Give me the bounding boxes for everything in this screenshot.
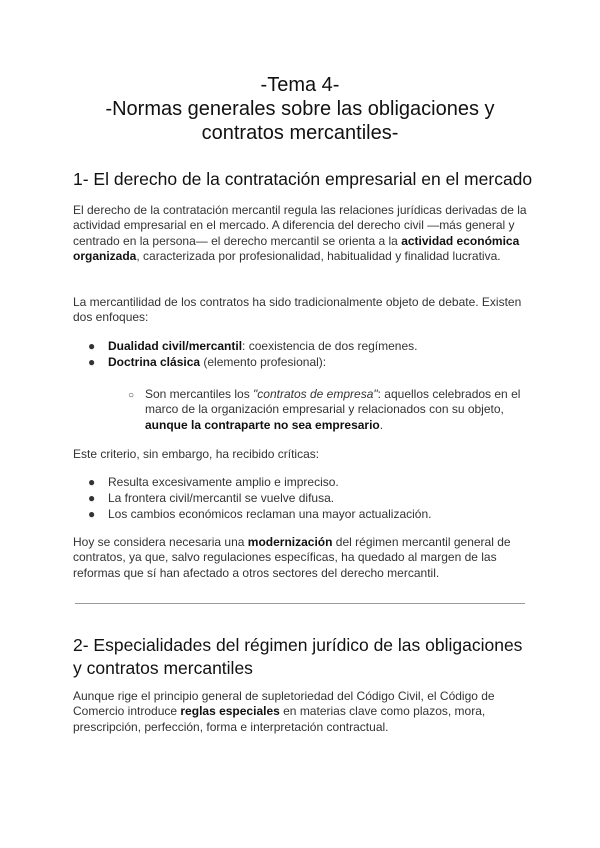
italic-text-run: "contratos de empresa" (253, 387, 378, 401)
text-run: Hoy se considera necesaria una (73, 535, 248, 549)
section-2-paragraph-1 (73, 689, 533, 735)
sub-list-item-contratos-empresa (128, 387, 535, 433)
text-run: Los cambios económicos reclaman una mayor actualización. (108, 507, 432, 521)
text-run: . (379, 417, 384, 432)
text-run: en materias clave como plazos, mora, prescripción, perfección, forma e interpretación contractual. (73, 704, 486, 734)
text-run: , caracterizada por profesionalidad, habitualidad y finalidad lucrativa. (136, 248, 501, 263)
bold-text-run: modernización (247, 535, 333, 549)
section-2-heading (73, 634, 543, 680)
section-1-paragraph-4 (73, 535, 533, 581)
heading-line: 2- Especialidades del régimen jurídico de las obligaciones (73, 635, 523, 655)
bold-text-run: actividad económica organizada (73, 233, 520, 263)
title-line-3: contratos mercantiles- (201, 122, 399, 144)
bullet-icon: ● (88, 491, 96, 505)
bold-text-run: Doctrina clásica (108, 355, 201, 369)
list-item-critica-2 (88, 491, 528, 506)
document-title (60, 73, 540, 145)
text-run: : aquellos celebrados en el marco de la organización empresarial y relacionados con su objeto, (145, 387, 521, 417)
text-run: Aunque rige el principio general de supletoriedad del Código Civil, el Código de Comercio introduce (73, 689, 495, 719)
heading-line: y contratos mercantiles (73, 658, 253, 678)
hollow-bullet-icon: ○ (128, 390, 135, 401)
text-run: Son mercantiles los (145, 387, 254, 401)
bullet-icon: ● (88, 339, 96, 353)
text-run: Resulta excesivamente amplio e impreciso. (108, 475, 339, 489)
text-run: (elemento profesional): (200, 355, 327, 369)
bullet-icon: ● (88, 475, 96, 489)
list-item-doctrina (88, 355, 528, 370)
section-divider (75, 603, 525, 604)
section-1-heading: 1- El derecho de la contratación empresarial en el mercado (73, 169, 533, 189)
bullet-icon: ● (88, 355, 96, 369)
title-line-2: -Normas generales sobre las obligaciones y (105, 98, 495, 120)
bold-text-run: Dualidad civil/mercantil (108, 339, 243, 353)
text-run: del régimen mercantil general de contratos, ya que, salvo regulaciones específicas, ha quedado al margen de las reformas que sí han afectado a otros sectores del derecho mercantil. (73, 535, 511, 580)
section-1-paragraph-1 (73, 203, 533, 264)
title-line-1: -Tema 4- (260, 74, 340, 96)
section-1-paragraph-2: La mercantilidad de los contratos ha sido tradicionalmente objeto de debate. Existen dos enfoques: (73, 295, 522, 325)
bold-text-run: aunque la contraparte no sea empresario (145, 417, 380, 432)
text-run: El derecho de la contratación mercantil regula las relaciones jurídicas derivadas de la actividad empresarial en el mercado. A diferencia del derecho civil —más general y centrado en la persona— el derecho mercantil se orienta a la (73, 203, 527, 248)
section-1-paragraph-3: Este criterio, sin embargo, ha recibido críticas: (73, 447, 320, 461)
list-item-critica-1 (88, 475, 528, 490)
list-item-dualidad (88, 339, 528, 354)
bold-text-run: reglas especiales (180, 704, 280, 719)
bullet-icon: ● (88, 507, 96, 521)
text-run: La frontera civil/mercantil se vuelve difusa. (108, 491, 335, 505)
text-run: : coexistencia de dos regímenes. (242, 339, 418, 353)
list-item-critica-3 (88, 507, 528, 522)
